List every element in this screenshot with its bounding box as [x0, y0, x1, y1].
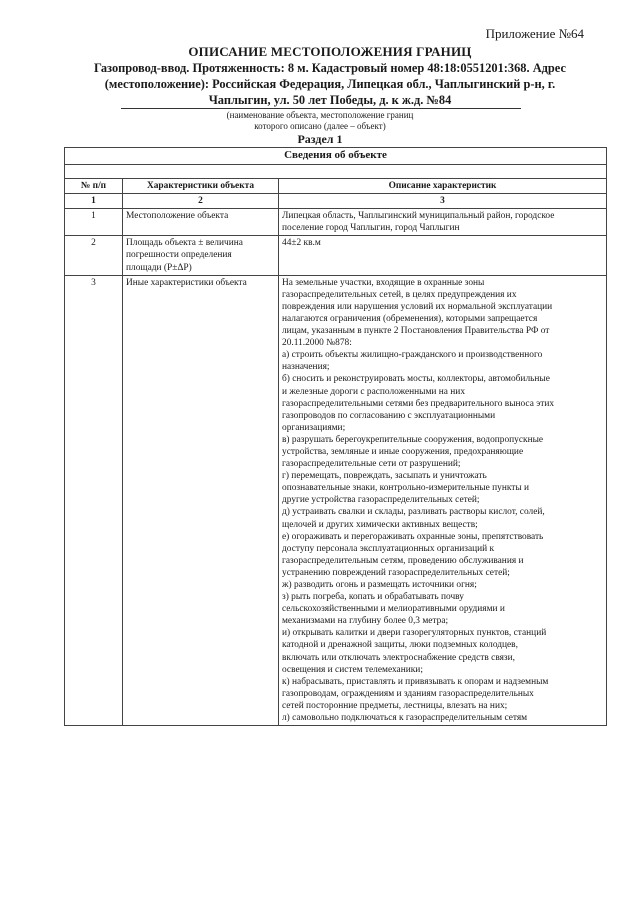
text-line: з) рыть погреба, копать и обрабатывать почву — [282, 592, 464, 603]
text-line: повреждения или нарушения условий их нормальной эксплуатации — [282, 301, 553, 312]
text-line: погрешности определения — [126, 250, 232, 261]
text-line: ж) разводить огонь и размещать источники огня; — [282, 580, 477, 590]
text-line: налагаются ограничения (обременения), которыми запрещается — [282, 313, 538, 324]
text-line: газораспределительным сетям, проведению обслуживания и — [282, 555, 524, 566]
text-line: сетей посторонние предметы, лестницы, влезать на них; — [282, 700, 508, 711]
text-line: устранению повреждений газораспределительных сетей; — [282, 567, 510, 578]
column-number: 1 — [65, 194, 123, 209]
text-line: механизмами на глубину более 0,3 метра; — [282, 616, 449, 627]
column-number: 3 — [279, 194, 607, 209]
subtitle-line: (местоположение): Российская Федерация, Липецкая обл., Чаплыгинский р-н, г. — [104, 77, 556, 91]
table-title: Сведения об объекте — [65, 148, 607, 165]
characteristic-description — [279, 236, 607, 275]
text-line: катодной и дренажной защиты, люки подземных колодцев, — [282, 640, 518, 651]
table-row — [65, 236, 607, 275]
text-line: площади (P±ΔP) — [126, 262, 192, 273]
characteristic-description — [279, 275, 607, 725]
row-number: 3 — [65, 275, 123, 725]
subtitle-line: Газопровод-ввод. Протяженность: 8 м. Кадастровый номер 48:18:0551201:368. Адрес — [94, 61, 566, 75]
text-line: включать или отключать электроснабжение средств связи, — [282, 652, 515, 663]
characteristic-name — [123, 209, 279, 236]
column-number: 2 — [123, 194, 279, 209]
underline-rule — [121, 108, 521, 109]
text-line: а) строить объекты жилищно-гражданского и производственного — [282, 350, 543, 361]
text-line: и) открывать калитки и двери газорегуляторных пунктов, станций — [282, 628, 547, 639]
text-line: назначения; — [282, 362, 330, 373]
text-line: опознавательные знаки, контрольно-измерительные пункты и — [282, 483, 530, 494]
text-line: л) самовольно подключаться к газораспределительным сетям — [282, 713, 528, 724]
appendix-label: Приложение №64 — [485, 26, 584, 41]
text-line: лицам, указанным в пункте 2 Постановления Правительства РФ от — [282, 326, 550, 337]
subtitle-line: Чаплыгин, ул. 50 лет Победы, д. к ж.д. №84 — [208, 93, 452, 107]
text-line: е) огораживать и перегораживать охранные зоны, препятствовать — [282, 531, 544, 542]
table-row — [65, 209, 607, 236]
section-heading: Раздел 1 — [297, 132, 343, 146]
row-number: 2 — [65, 236, 123, 275]
text-line: б) сносить и реконструировать мосты, коллекторы, автомобильные — [282, 374, 550, 385]
text-line: и железные дороги с расположенными на них — [282, 386, 466, 397]
characteristic-name — [123, 236, 279, 275]
column-header: Характеристики объекта — [123, 179, 279, 194]
text-line: в) разрушать берегоукрепительные сооружения, водопропускные — [282, 434, 544, 445]
object-description — [80, 60, 580, 108]
text-line: Иные характеристики объекта — [126, 277, 247, 288]
document-title: ОПИСАНИЕ МЕСТОПОЛОЖЕНИЯ ГРАНИЦ — [188, 44, 472, 59]
text-line: организациями; — [282, 422, 346, 433]
blank-row — [65, 165, 607, 179]
table-body — [65, 209, 607, 726]
column-header: Описание характеристик — [279, 179, 607, 194]
text-line: сельскохозяйственными и мелиоративными орудиями и — [282, 604, 505, 615]
table-row — [65, 275, 607, 725]
blank-cell — [65, 165, 607, 179]
text-line: газораспределительных сетей, в целях предупреждения их — [282, 289, 517, 300]
text-line: 44±2 кв.м — [282, 238, 321, 249]
caption-line: (наименование объекта, местоположение границ — [226, 110, 414, 120]
text-line: д) устраивать свалки и склады, разливать растворы кислот, солей, — [282, 507, 545, 518]
text-line: газораспределительные сети от разрушений; — [282, 459, 461, 470]
text-line: поселение город Чаплыгин, город Чаплыгин — [282, 223, 460, 234]
characteristic-description — [279, 209, 607, 236]
column-header: № п/п — [65, 179, 123, 194]
text-line: газопроводам, ограждениям и зданиям газораспределительных — [282, 688, 534, 699]
text-line: освещения и систем телемеханики; — [282, 664, 423, 675]
text-line: На земельные участки, входящие в охранные зоны — [282, 277, 485, 288]
text-line: 20.11.2000 №878: — [282, 338, 352, 349]
column-number-row — [65, 194, 607, 209]
text-line: другие устройства газораспределительных сетей; — [282, 495, 480, 506]
text-line: Площадь объекта ± величина — [126, 238, 243, 249]
row-number: 1 — [65, 209, 123, 236]
text-line: к) набрасывать, приставлять и привязывать к опорам и надземным — [282, 676, 549, 687]
text-line: устройства, земляные и иные сооружения, предохраняющие — [282, 446, 524, 457]
text-line: газопроводов по согласованию с эксплуатационными — [282, 410, 496, 421]
text-line: газораспределительными сетями без предварительного выноса этих — [282, 398, 555, 409]
table-title-row — [65, 148, 607, 165]
characteristic-name — [123, 275, 279, 725]
text-line: г) перемещать, повреждать, засыпать и уничтожать — [282, 471, 487, 482]
text-line: щелочей и других химически активных веществ; — [282, 519, 478, 530]
column-header-row — [65, 179, 607, 194]
text-line: Местоположение объекта — [126, 211, 229, 222]
text-line: Липецкая область, Чаплыгинский муниципальный район, городское — [282, 211, 555, 222]
text-line: доступу персонала эксплуатационных организаций к — [282, 543, 495, 554]
caption-line: которого описано (далее – объект) — [254, 121, 386, 131]
caption — [140, 110, 500, 132]
object-info-table — [64, 147, 607, 726]
